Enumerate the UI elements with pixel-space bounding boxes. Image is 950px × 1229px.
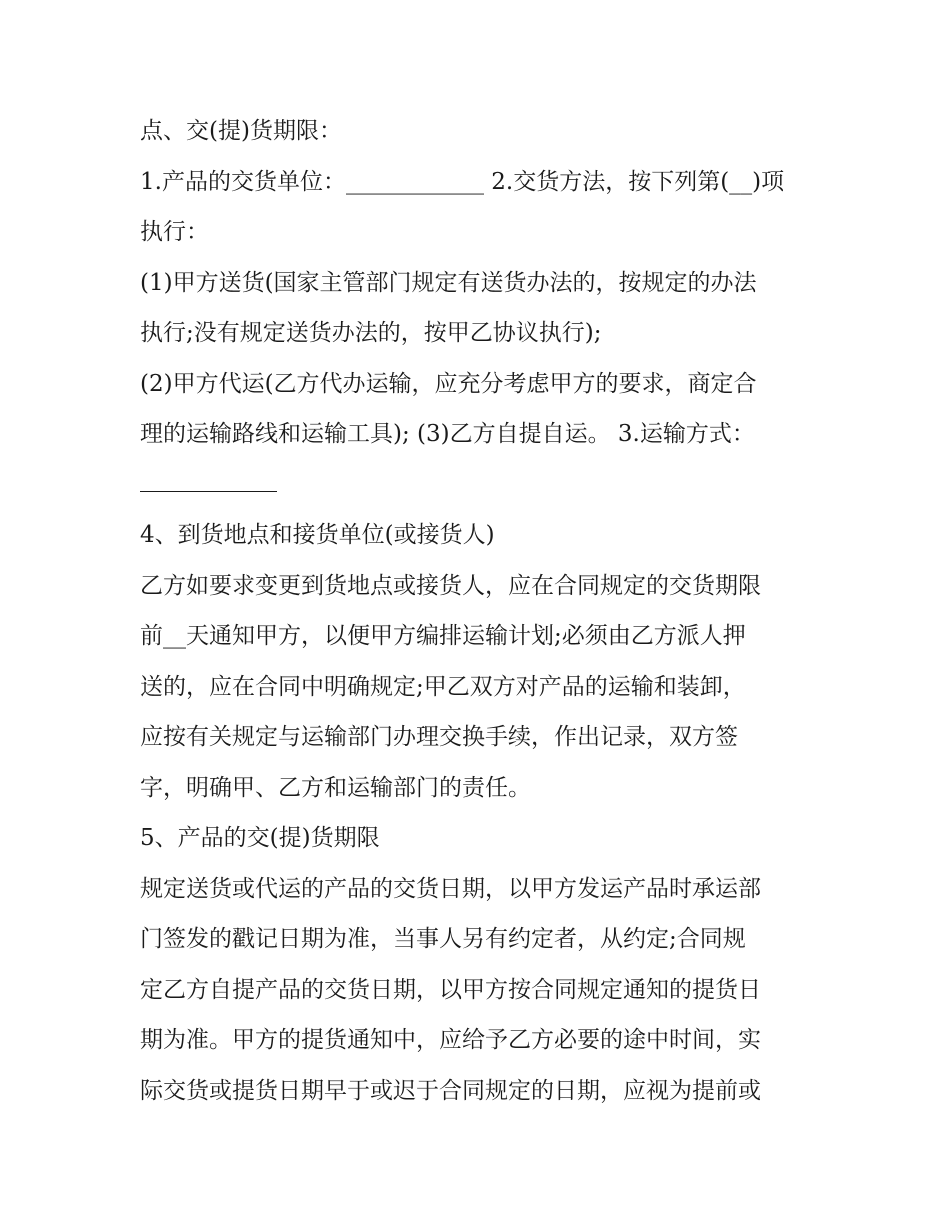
fill-in-blank-line [140,460,820,511]
text-line: (1)甲方送货(国家主管部门规定有送货办法的，按规定的办法 [140,269,757,296]
blank-underline [140,463,277,492]
document-body [140,106,820,1116]
text-line: 应按有关规定与运输部门办理交换手续，作出记录，双方签 [140,724,738,750]
text-line: 点、交(提)货期限： [140,118,342,144]
text-line: 执行： [140,219,209,245]
text-line: 1.产品的交货单位：____________ 2.交货方法，按下列第(__)项 [140,168,785,195]
text-line: 期为准。甲方的提货通知中，应给予乙方必要的途中时间，实 [140,1027,761,1053]
text-line: (2)甲方代运(乙方代办运输，应充分考虑甲方的要求，商定合 [140,370,757,397]
text-line: 乙方如要求变更到货地点或接货人，应在合同规定的交货期限 [140,572,761,599]
text-line: 理的运输路线和运输工具); (3)乙方自提自运。 3.运输方式： [140,421,755,447]
section-heading: 5、产品的交(提)货期限 [140,825,380,851]
text-line: 门签发的戳记日期为准，当事人另有约定者，从约定;合同规 [140,926,746,952]
text-line: 字，明确甲、乙方和运输部门的责任。 [140,774,531,801]
section-heading: 4、到货地点和接货单位(或接货人) [140,522,495,548]
text-line: 际交货或提货日期早于或迟于合同规定的日期，应视为提前或 [140,1077,761,1104]
text-line: 送的，应在合同中明确规定;甲乙双方对产品的运输和装卸， [140,673,746,700]
text-line: 规定送货或代运的产品的交货日期，以甲方发运产品时承运部 [140,875,761,902]
text-line: 前__天通知甲方，以便甲方编排运输计划;必须由乙方派人押 [140,623,746,649]
text-line: 执行;没有规定送货办法的，按甲乙协议执行); [140,320,602,346]
text-line: 定乙方自提产品的交货日期，以甲方按合同规定通知的提货日 [140,976,761,1003]
